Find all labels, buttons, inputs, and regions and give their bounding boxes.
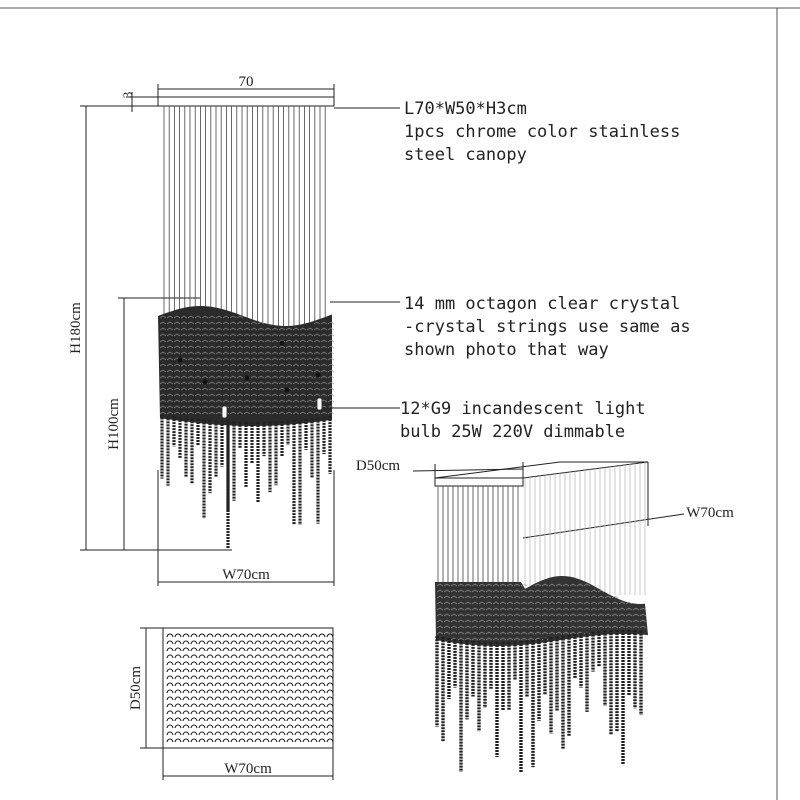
perspective-crystal-curtain bbox=[435, 576, 648, 646]
front-width-label: W70cm bbox=[222, 567, 270, 583]
canopy-callout-line: steel canopy bbox=[404, 145, 527, 165]
bulb-icon bbox=[222, 406, 227, 418]
front-view bbox=[68, 74, 400, 586]
canopy-callout bbox=[404, 98, 680, 167]
top-view-outline bbox=[163, 628, 333, 748]
crystal-height-label: H100cm bbox=[106, 398, 122, 450]
bulb-dot bbox=[285, 388, 290, 393]
bulb-callout-line: 12*G9 incandescent light bbox=[400, 399, 646, 419]
bulb-icon bbox=[317, 398, 322, 410]
top-view bbox=[128, 628, 333, 780]
bulb-dot bbox=[245, 376, 250, 381]
canopy-callout-line: L70*W50*H3cm bbox=[404, 99, 527, 119]
top-width-label: W70cm bbox=[224, 761, 272, 777]
bulb-dot bbox=[203, 380, 208, 385]
total-height-label: H180cm bbox=[68, 302, 84, 354]
bulb-callout-line: bulb 25W 220V dimmable bbox=[400, 422, 626, 442]
perspective-crystal-strands bbox=[437, 630, 641, 772]
canopy bbox=[158, 97, 334, 106]
top-depth-label: D50cm bbox=[128, 665, 144, 711]
perspective-depth-label: D50cm bbox=[355, 458, 401, 474]
crystal-callout-line: shown photo that way bbox=[404, 340, 609, 360]
bulb-dot bbox=[178, 358, 183, 363]
suspension-wires bbox=[164, 106, 325, 330]
canopy-callout-line: 1pcs chrome color stainless bbox=[404, 122, 681, 142]
crystal-callout bbox=[404, 293, 691, 362]
perspective-width-label: W70cm bbox=[686, 505, 734, 521]
perspective-view bbox=[356, 458, 734, 772]
bulb-dot bbox=[316, 373, 321, 378]
perspective-width-dimension-line bbox=[523, 514, 684, 538]
bulb-dot bbox=[280, 341, 285, 346]
canopy-height-label: 3 bbox=[120, 91, 135, 99]
bulb-callout bbox=[400, 398, 646, 444]
perspective-canopy-front bbox=[435, 478, 523, 486]
crystal-callout-line: 14 mm octagon clear crystal bbox=[404, 294, 681, 314]
crystal-callout-line: -crystal strings use same as bbox=[404, 317, 691, 337]
canopy-width-label: 70 bbox=[238, 74, 254, 90]
crystal-strands bbox=[162, 415, 330, 548]
